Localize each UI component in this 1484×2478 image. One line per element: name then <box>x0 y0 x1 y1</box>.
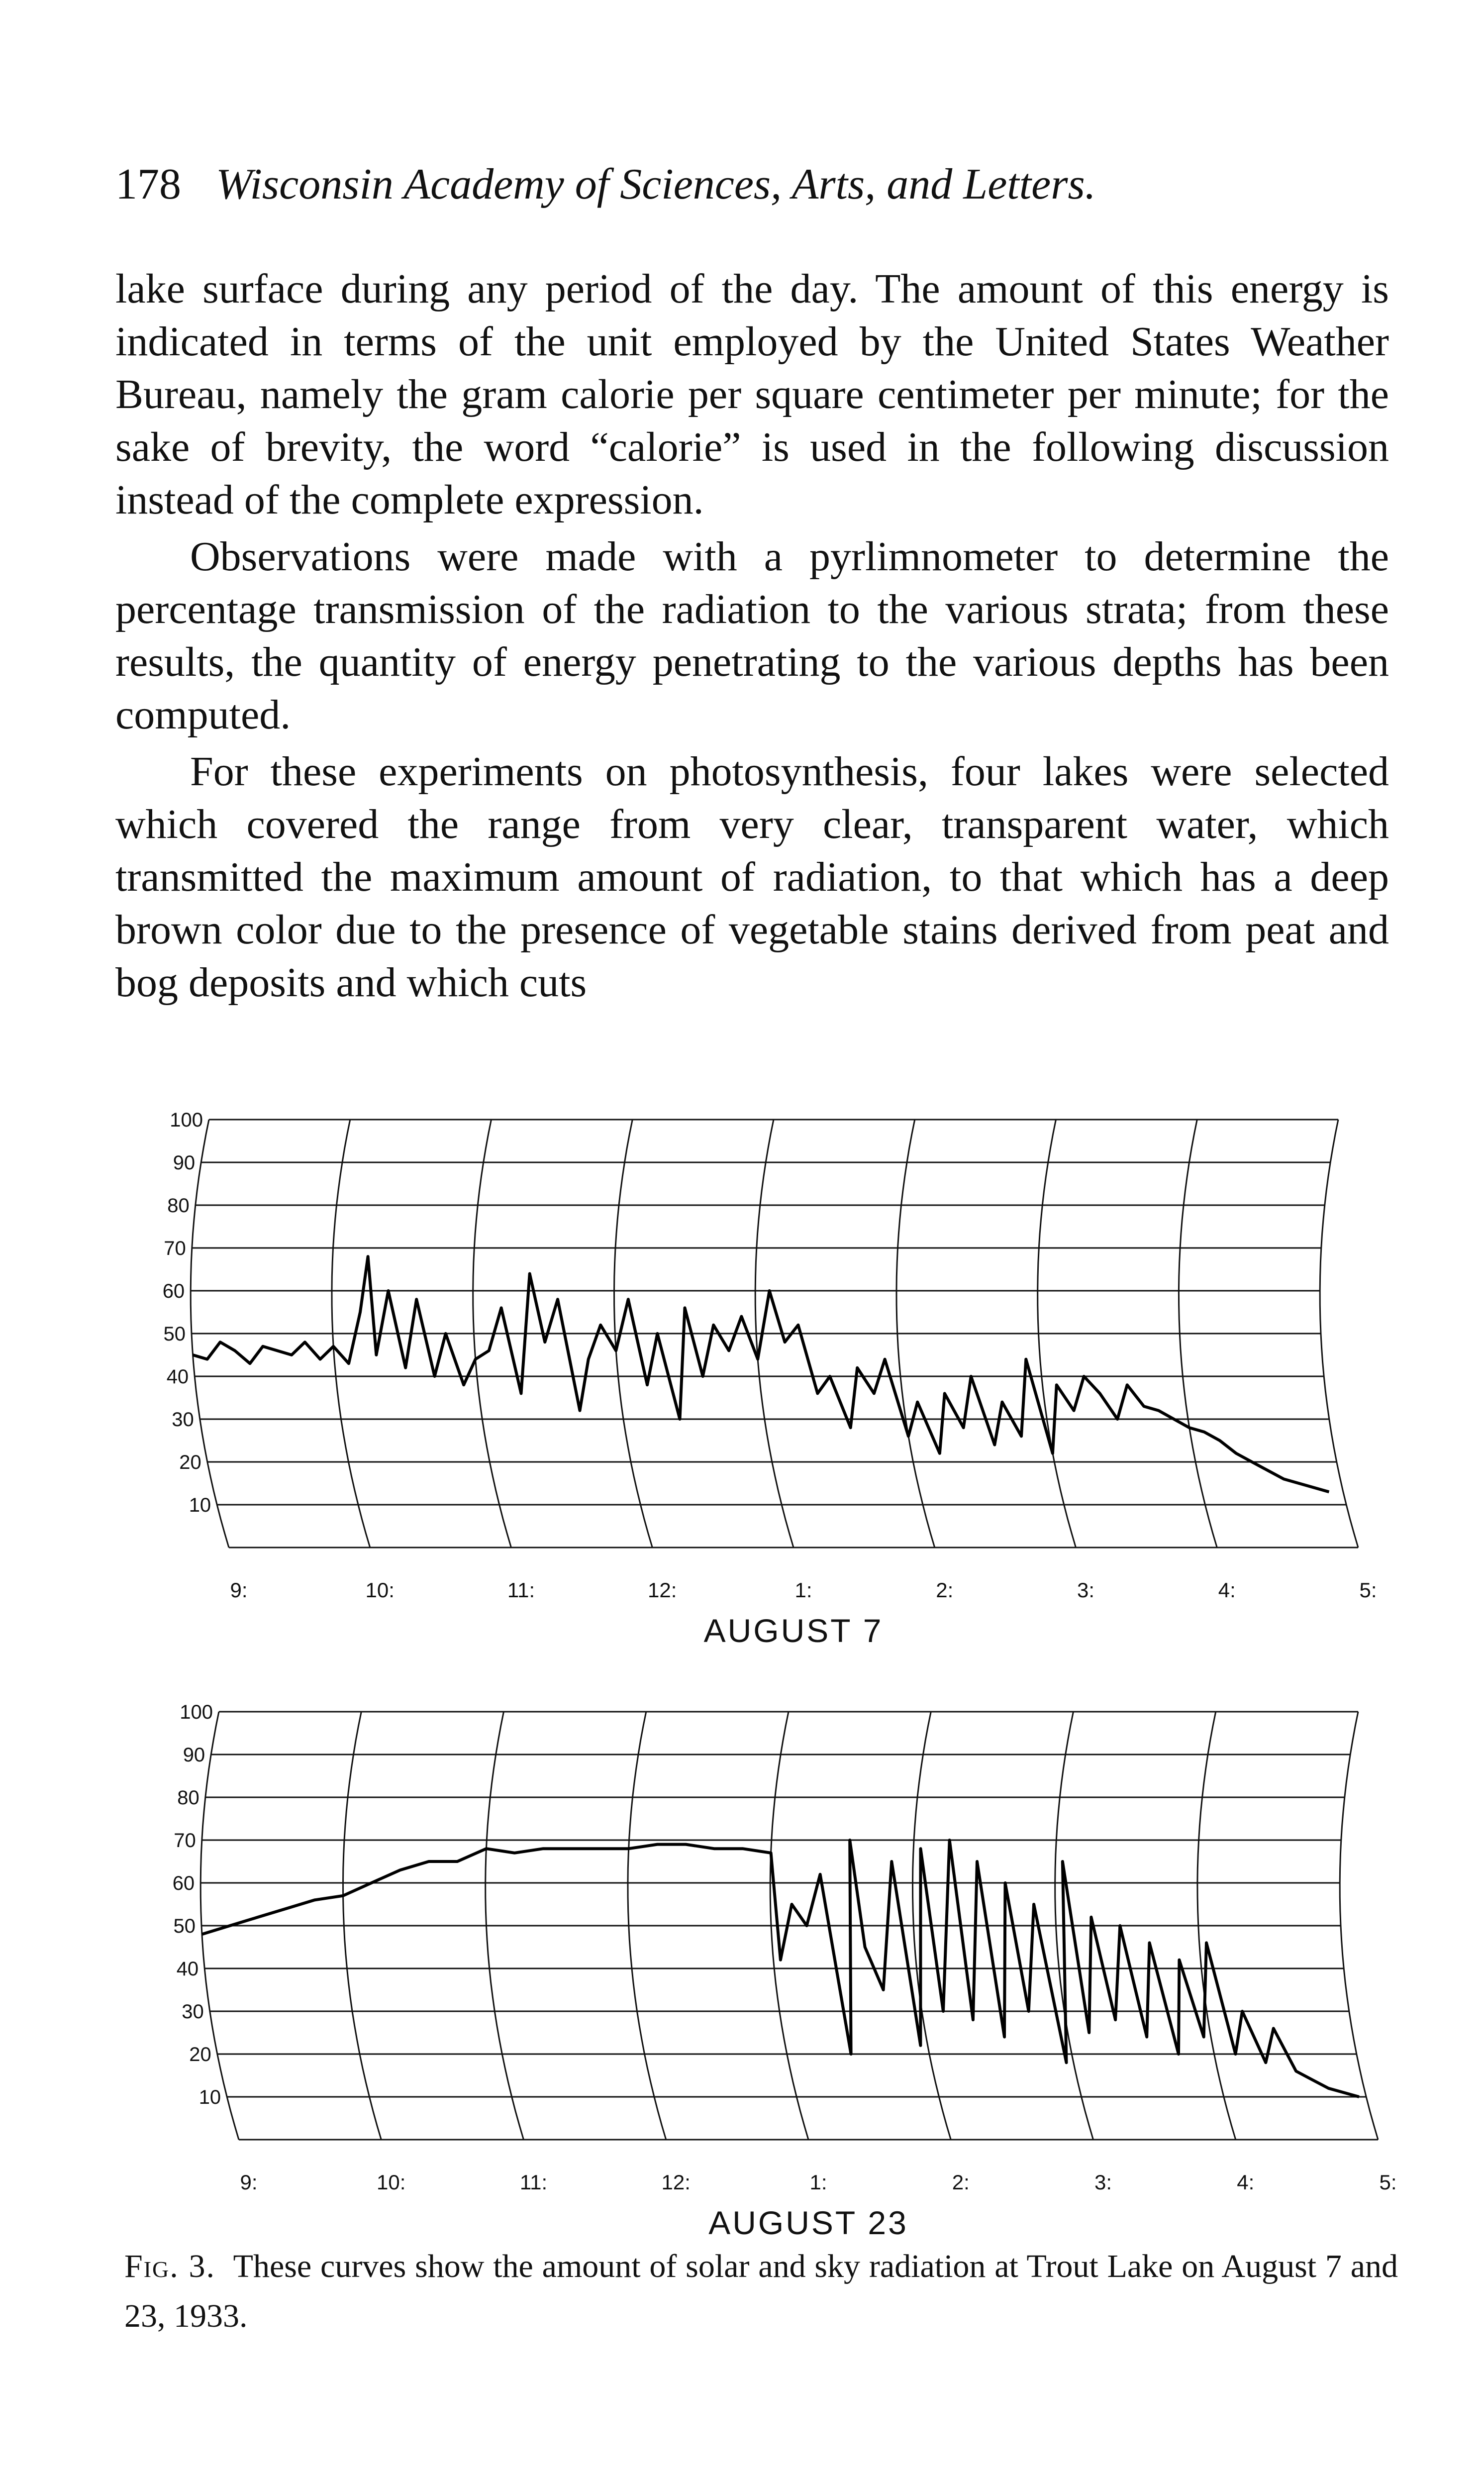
y-tick-label: 70 <box>164 1238 186 1259</box>
y-tick-label: 80 <box>167 1195 190 1217</box>
y-tick-label: 100 <box>180 1701 213 1723</box>
x-tick-label: 10: <box>377 2170 406 2194</box>
y-tick-label: 80 <box>177 1787 199 1809</box>
x-tick-label: 11: <box>507 1578 535 1602</box>
x-tick-label: 10: <box>365 1578 395 1602</box>
x-tick-label: 9: <box>240 2170 258 2194</box>
body-text <box>115 263 1389 1009</box>
x-tick-label: 5: <box>1359 1578 1377 1602</box>
page-number: 178 <box>115 160 181 208</box>
y-tick-label: 20 <box>189 2044 211 2065</box>
paragraph-1: lake surface during any period of the day. The amount of this energy is indicated in terms of the unit employed by the United States Weather Bureau, namely the gram calorie per square centimeter per minute; for the sake of brevity, the word “calorie” is used in the following discussion instead of the complete expression. <box>115 266 1389 523</box>
caption-label: Fig. 3. <box>124 2248 216 2284</box>
caption-text: These curves show the amount of solar and sky radiation at Trout Lake on August 7 and 23, 1933. <box>124 2248 1398 2334</box>
grid-line-v <box>1340 1712 1378 2140</box>
figure-august-23 <box>0 1687 1484 2274</box>
grid-line-v <box>1320 1120 1358 1548</box>
x-tick-label: 4: <box>1218 1578 1236 1602</box>
figure-caption <box>124 2242 1398 2341</box>
radiation-chart-august-7 <box>0 1090 1484 1662</box>
y-tick-label: 90 <box>183 1744 205 1766</box>
y-tick-label: 70 <box>174 1830 196 1852</box>
y-tick-label: 40 <box>166 1366 189 1388</box>
figure-august-7 <box>0 1090 1484 1662</box>
chart-title: AUGUST 7 <box>703 1612 884 1649</box>
y-tick-label: 50 <box>163 1323 186 1345</box>
chart-grid <box>200 1712 1378 2140</box>
y-tick-label: 100 <box>170 1109 203 1131</box>
journal-title: Wisconsin Academy of Sciences, Arts, and Letters. <box>216 160 1096 208</box>
paragraph-3: For these experiments on photosynthesis, four lakes were selected which covered the range from very clear, transparent water, which transmitted the maximum amount of radiation, to that which has a deep brown color due to the presence of vegetable stains derived from peat and bog deposits and which cuts <box>115 748 1389 1006</box>
radiation-chart-august-23 <box>0 1687 1484 2274</box>
x-tick-label: 3: <box>1077 1578 1095 1602</box>
x-tick-label: 12: <box>661 2170 691 2194</box>
x-tick-label: 11: <box>519 2170 548 2194</box>
y-tick-label: 10 <box>189 1494 211 1516</box>
running-head <box>115 158 1379 211</box>
chart-title: AUGUST 23 <box>708 2204 908 2241</box>
y-tick-label: 60 <box>172 1872 195 1894</box>
y-tick-label: 30 <box>182 2001 204 2023</box>
x-tick-label: 5: <box>1379 2170 1397 2194</box>
radiation-series-line <box>193 1256 1329 1492</box>
x-tick-label: 9: <box>230 1578 248 1602</box>
x-tick-label: 2: <box>952 2170 970 2194</box>
y-tick-label: 90 <box>173 1152 196 1174</box>
x-tick-label: 2: <box>936 1578 954 1602</box>
y-tick-label: 10 <box>198 2086 221 2108</box>
y-tick-label: 40 <box>176 1958 199 1980</box>
y-tick-label: 50 <box>173 1915 196 1937</box>
x-tick-label: 12: <box>648 1578 677 1602</box>
x-tick-label: 1: <box>809 2170 827 2194</box>
x-tick-label: 4: <box>1237 2170 1255 2194</box>
y-tick-label: 20 <box>179 1451 201 1473</box>
chart-grid <box>191 1120 1358 1548</box>
paragraph-2: Observations were made with a pyrlimnometer to determine the percentage transmission of the radiation to the various strata; from these results, the quantity of energy penetrating to the various depths has been computed. <box>115 533 1389 738</box>
y-tick-label: 60 <box>162 1280 185 1302</box>
x-tick-label: 3: <box>1094 2170 1112 2194</box>
y-tick-label: 30 <box>172 1409 194 1431</box>
x-tick-label: 1: <box>794 1578 812 1602</box>
